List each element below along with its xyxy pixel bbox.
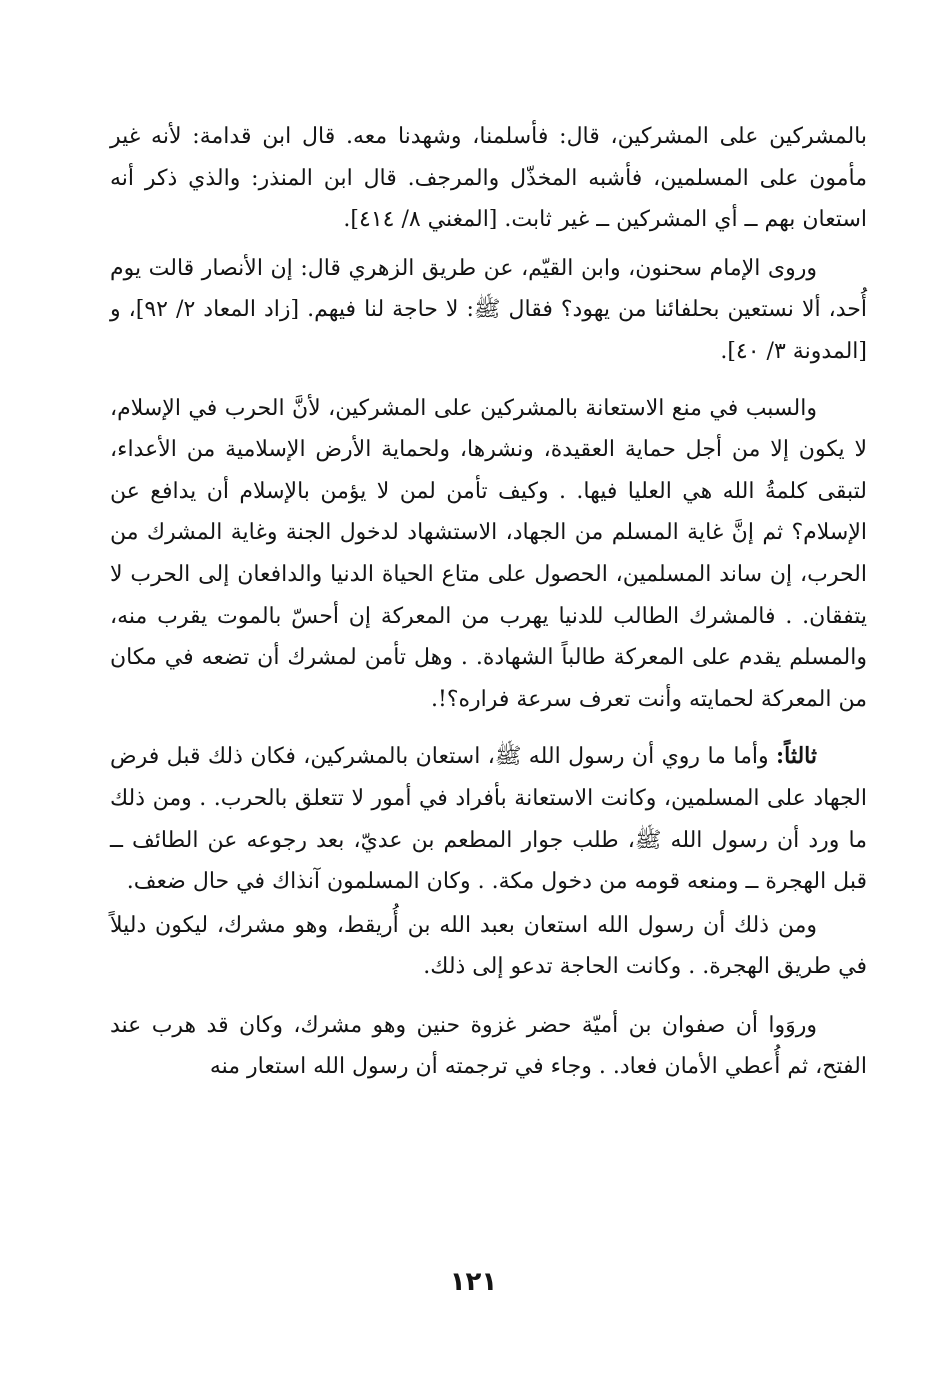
paragraph-text: ومن ذلك أن رسول الله استعان بعبد الله بن أُريقط، وهو مشرك، ليكون دليلاً في طريق الهجرة. . وكانت الحاجة تدعو إلى ذلك.	[110, 912, 867, 980]
body-text	[110, 116, 867, 1088]
paragraph-lead-thalithan: ثالثاً:	[776, 743, 817, 770]
page-number: ١٢١	[449, 1267, 498, 1297]
paragraph-2	[110, 248, 867, 373]
paragraph-5	[110, 905, 867, 988]
paragraph-6	[110, 1005, 867, 1088]
paragraph-text: وأما ما روي أن رسول الله ﷺ، استعان بالمشركين، فكان ذلك قبل فرض الجهاد على المسلمين، وكانت الاستعانة بأفراد في أمور لا تتعلق بالحرب. . ومن ذلك ما ورد أن رسول الله ﷺ، طلب جوار المطعم بن عديّ، بعد رجوعه عن الطائف ــ قبل الهجرة ــ ومنعه قومه من دخول مكة. . وكان المسلمون آنذاك في حال ضعف.	[110, 744, 867, 895]
paragraph-text: والسبب في منع الاستعانة بالمشركين على المشركين، لأنَّ الحرب في الإسلام، لا يكون إلا من أجل حماية العقيدة، ونشرها، ولحماية الأرض الإسلامية من الأعداء، لتبقى كلمةُ الله هي العليا فيها. . وكيف تأمن لمن لا يؤمن بالإسلام أن يدافع عن الإسلام؟ ثم إنَّ غاية المسلم من الجهاد، الاستشهاد لدخول الجنة وغاية المشرك من الحرب، إن ساند المسلمين، الحصول على متاع الحياة الدنيا والدافعان إلى الحرب لا يتفقان. . فالمشرك الطالب للدنيا يهرب من المعركة إن أحسّ بالموت يقرب منه، والمسلم يقدم على المعركة طالباً الشهادة. . وهل تأمن لمشرك أن تضعه في مكان من المعركة لحمايته وأنت تعرف سرعة فراره؟!.	[110, 395, 867, 712]
paragraph-text: وروَوا أن صفوان بن أميّة حضر غزوة حنين وهو مشرك، وكان قد هرب عند الفتح، ثم أُعطي الأمان فعاد. . وجاء في ترجمته أن رسول الله استعار منه	[110, 1012, 867, 1080]
paragraph-text: وروى الإمام سحنون، وابن القيّم، عن طريق الزهري قال: إن الأنصار قالت يوم أُحد، ألا نستعين بحلفائنا من يهود؟ فقال ﷺ: لا حاجة لنا فيهم. [زاد المعاد ٢/ ٩٢]، و [المدونة ٣/ ٤٠].	[110, 255, 867, 364]
paragraph-3	[110, 388, 867, 721]
paragraph-4	[110, 736, 867, 902]
paragraph-1	[110, 116, 867, 241]
paragraph-text: بالمشركين على المشركين، قال: فأسلمنا، وشهدنا معه. قال ابن قدامة: لأنه غير مأمون على المسلمين، فأشبه المخذّل والمرجف. قال ابن المنذر: والذي ذكر أنه استعان بهم ــ أي المشركين ــ غير ثابت. [المغني ٨/ ٤١٤].	[110, 124, 867, 233]
